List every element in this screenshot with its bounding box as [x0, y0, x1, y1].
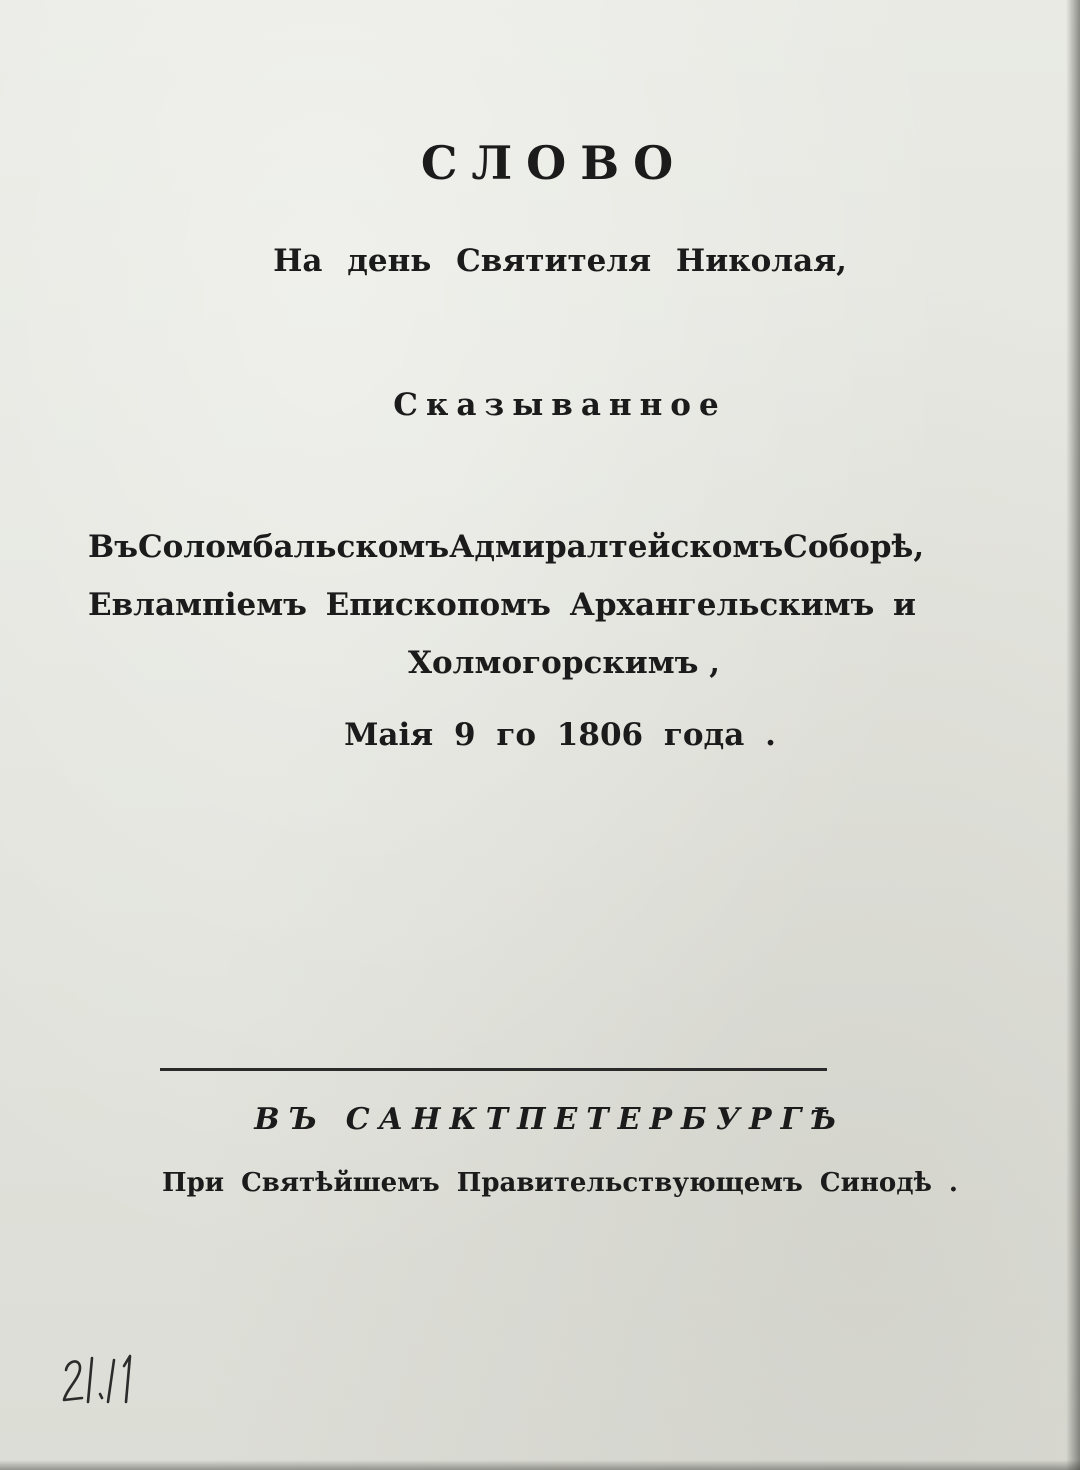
spoken-heading: Сказыванное: [393, 387, 727, 423]
place-line-2-word: и: [893, 587, 916, 623]
place-line-1-word: Соломбальскомъ: [137, 529, 450, 565]
place-line-1-word: ,: [913, 529, 925, 565]
place-line-1-word: Адмиралтейскомъ: [449, 529, 784, 565]
date-line: Маія 9 го 1806 года .: [344, 717, 776, 753]
place-line-2-word: Евлампіемъ: [88, 587, 307, 623]
place-line-3: Холмогорскимъ ,: [407, 645, 721, 681]
place-line-2: [88, 587, 916, 623]
handwritten-shelf-mark: [58, 1340, 148, 1420]
place-line-1-word: Соборѣ: [783, 529, 914, 565]
place-line-1-word: Въ: [88, 529, 138, 565]
document-subtitle: На день Святителя Николая,: [273, 243, 847, 279]
document-title: СЛОВО: [420, 136, 688, 190]
imprint-printer: При Святѣйшемъ Правительствующемъ Синодѣ .: [162, 1168, 958, 1198]
page-edge-shadow-bottom: [0, 1460, 1080, 1470]
imprint-city: ВЪ САНКТПЕТЕРБУРГѢ: [254, 1102, 846, 1137]
place-line-2-word: Епископомъ: [325, 587, 551, 623]
place-line-1: [88, 529, 925, 565]
horizontal-rule: [160, 1068, 827, 1071]
place-line-2-word: Архангельскимъ: [569, 587, 875, 623]
